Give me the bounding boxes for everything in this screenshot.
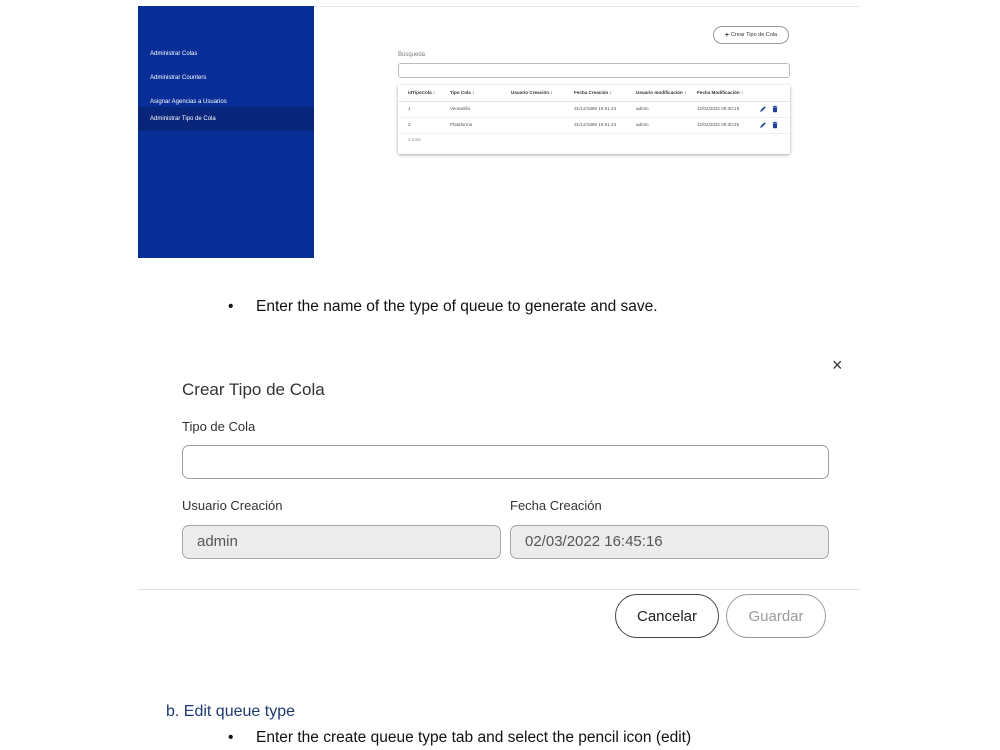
column-header-tipo-cola[interactable]: Tipo Cola ↕ <box>450 90 475 95</box>
top-border <box>314 6 860 7</box>
tipo-de-cola-input[interactable] <box>182 445 829 479</box>
section-heading: b. Edit queue type <box>166 703 295 720</box>
dialog-title: Crear Tipo de Cola <box>182 380 325 399</box>
cell-fecha-creacion: 31/12/1899 19:51:24 <box>574 106 617 111</box>
tipo-de-cola-label: Tipo de Cola <box>182 419 256 434</box>
trash-icon[interactable] <box>771 121 779 129</box>
bullet-dot: • <box>228 729 234 746</box>
close-icon[interactable]: × <box>832 355 843 375</box>
table-row <box>398 117 790 134</box>
cell-fecha-modificacion: 12/02/2022 06:30:19 <box>697 106 740 111</box>
column-header-fecha-modificacion[interactable]: Fecha Modificación ↕ <box>697 90 744 95</box>
cell-tipo-cola: Plataforma <box>450 122 473 127</box>
trash-icon[interactable] <box>771 105 779 113</box>
search-label: Búsqueda <box>398 52 426 58</box>
table-total: 2 total <box>408 137 421 142</box>
create-queue-type-label: Crear Tipo de Cola <box>730 32 778 38</box>
cell-id: 1 <box>408 106 411 111</box>
column-header-usuario-modificacion[interactable]: Usuario modificación ↕ <box>636 90 687 95</box>
cancel-button[interactable]: Cancelar <box>615 594 719 638</box>
column-header-id[interactable]: idTipoCola ↕ <box>408 90 436 95</box>
create-queue-type-dialog <box>138 348 860 648</box>
search-input[interactable] <box>398 63 790 78</box>
cell-tipo-cola: Ventanilla <box>450 106 470 111</box>
cell-id: 2 <box>408 122 411 127</box>
fecha-creacion-field: 02/03/2022 16:45:16 <box>510 525 829 559</box>
sidebar-item-asignar-agencias[interactable]: Asignar Agencias a Usuarios <box>150 99 227 105</box>
plus-icon: + <box>724 31 729 39</box>
sidebar-item-administrar-counters[interactable]: Administrar Counters <box>150 75 207 81</box>
sidebar <box>138 6 314 258</box>
create-queue-type-button[interactable] <box>713 26 789 44</box>
fecha-creacion-label: Fecha Creación <box>510 498 602 513</box>
queue-types-screen <box>138 6 860 258</box>
bullet-dot: • <box>228 298 234 315</box>
usuario-creacion-label: Usuario Creación <box>182 498 283 513</box>
cell-usuario-modificacion: admin <box>636 122 649 127</box>
table-header <box>398 85 790 102</box>
cell-usuario-modificacion: admin <box>636 106 649 111</box>
column-header-fecha-creacion[interactable]: Fecha Creación ↕ <box>574 90 612 95</box>
sidebar-item-administrar-tipo-cola[interactable]: Administrar Tipo de Cola <box>138 107 314 131</box>
pencil-icon[interactable] <box>759 105 767 113</box>
dialog-divider <box>138 589 860 590</box>
instruction-bullet <box>228 298 658 316</box>
save-button[interactable]: Guardar <box>726 594 826 638</box>
column-header-usuario-creacion[interactable]: Usuario Creación ↕ <box>511 90 553 95</box>
instruction-text: Enter the create queue type tab and select the pencil icon (edit) <box>256 729 692 746</box>
table-row <box>398 101 790 118</box>
cell-fecha-modificacion: 12/02/2022 06:30:25 <box>697 122 740 127</box>
pencil-icon[interactable] <box>759 121 767 129</box>
queue-types-table <box>398 85 790 154</box>
instruction-bullet <box>228 729 692 747</box>
cell-fecha-creacion: 31/12/1899 19:51:24 <box>574 122 617 127</box>
instruction-text: Enter the name of the type of queue to generate and save. <box>256 298 658 315</box>
sidebar-item-administrar-colas[interactable]: Administrar Colas <box>150 51 198 57</box>
usuario-creacion-field: admin <box>182 525 501 559</box>
